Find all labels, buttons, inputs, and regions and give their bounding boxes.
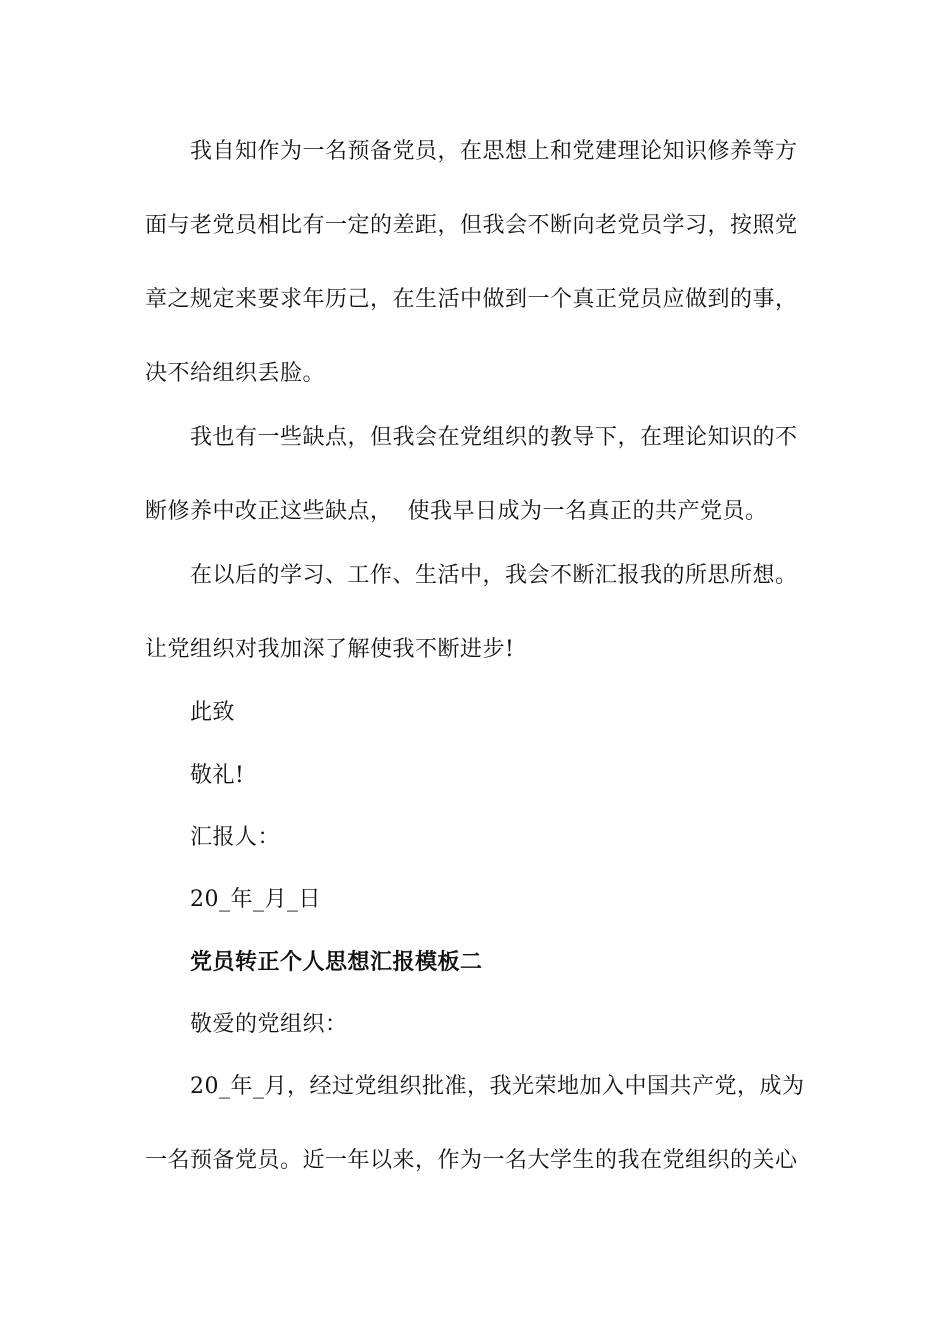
date-line: 20_年_月_日 (190, 887, 321, 912)
para1-line3: 章之规定来要求年历己，在生活中做到一个真正党员应做到的事， (145, 287, 798, 312)
section2-heading: 党员转正个人思想汇报模板二 (190, 949, 483, 975)
para3-line1: 在以后的学习、工作、生活中，我会不断汇报我的所思所想。 (190, 563, 798, 588)
para1-line2: 面与老党员相比有一定的差距，但我会不断向老党员学习，按照党 (145, 213, 798, 238)
para1-line4: 决不给组织丢脸。 (145, 361, 326, 386)
para2-line1: 我也有一些缺点，但我会在党组织的教导下，在理论知识的不 (190, 425, 798, 450)
section2-greeting: 敬爱的党组织： (190, 1012, 348, 1037)
section2-para1-line1: 20_年_月，经过党组织批准，我光荣地加入中国共产党，成为 (190, 1074, 805, 1099)
closing-salutation-2: 敬礼! (190, 763, 245, 788)
para2-line2: 断修养中改正这些缺点， 使我早日成为一名真正的共产党员。 (145, 499, 768, 524)
section2-para1-line2: 一名预备党员。近一年以来，作为一名大学生的我在党组织的关心 (145, 1148, 798, 1173)
para1-line1: 我自知作为一名预备党员，在思想上和党建理论知识修养等方 (190, 139, 798, 164)
reporter-label: 汇报人： (190, 825, 281, 850)
para3-line2: 让党组织对我加深了解使我不断进步! (145, 637, 515, 662)
closing-salutation-1: 此致 (190, 700, 236, 725)
